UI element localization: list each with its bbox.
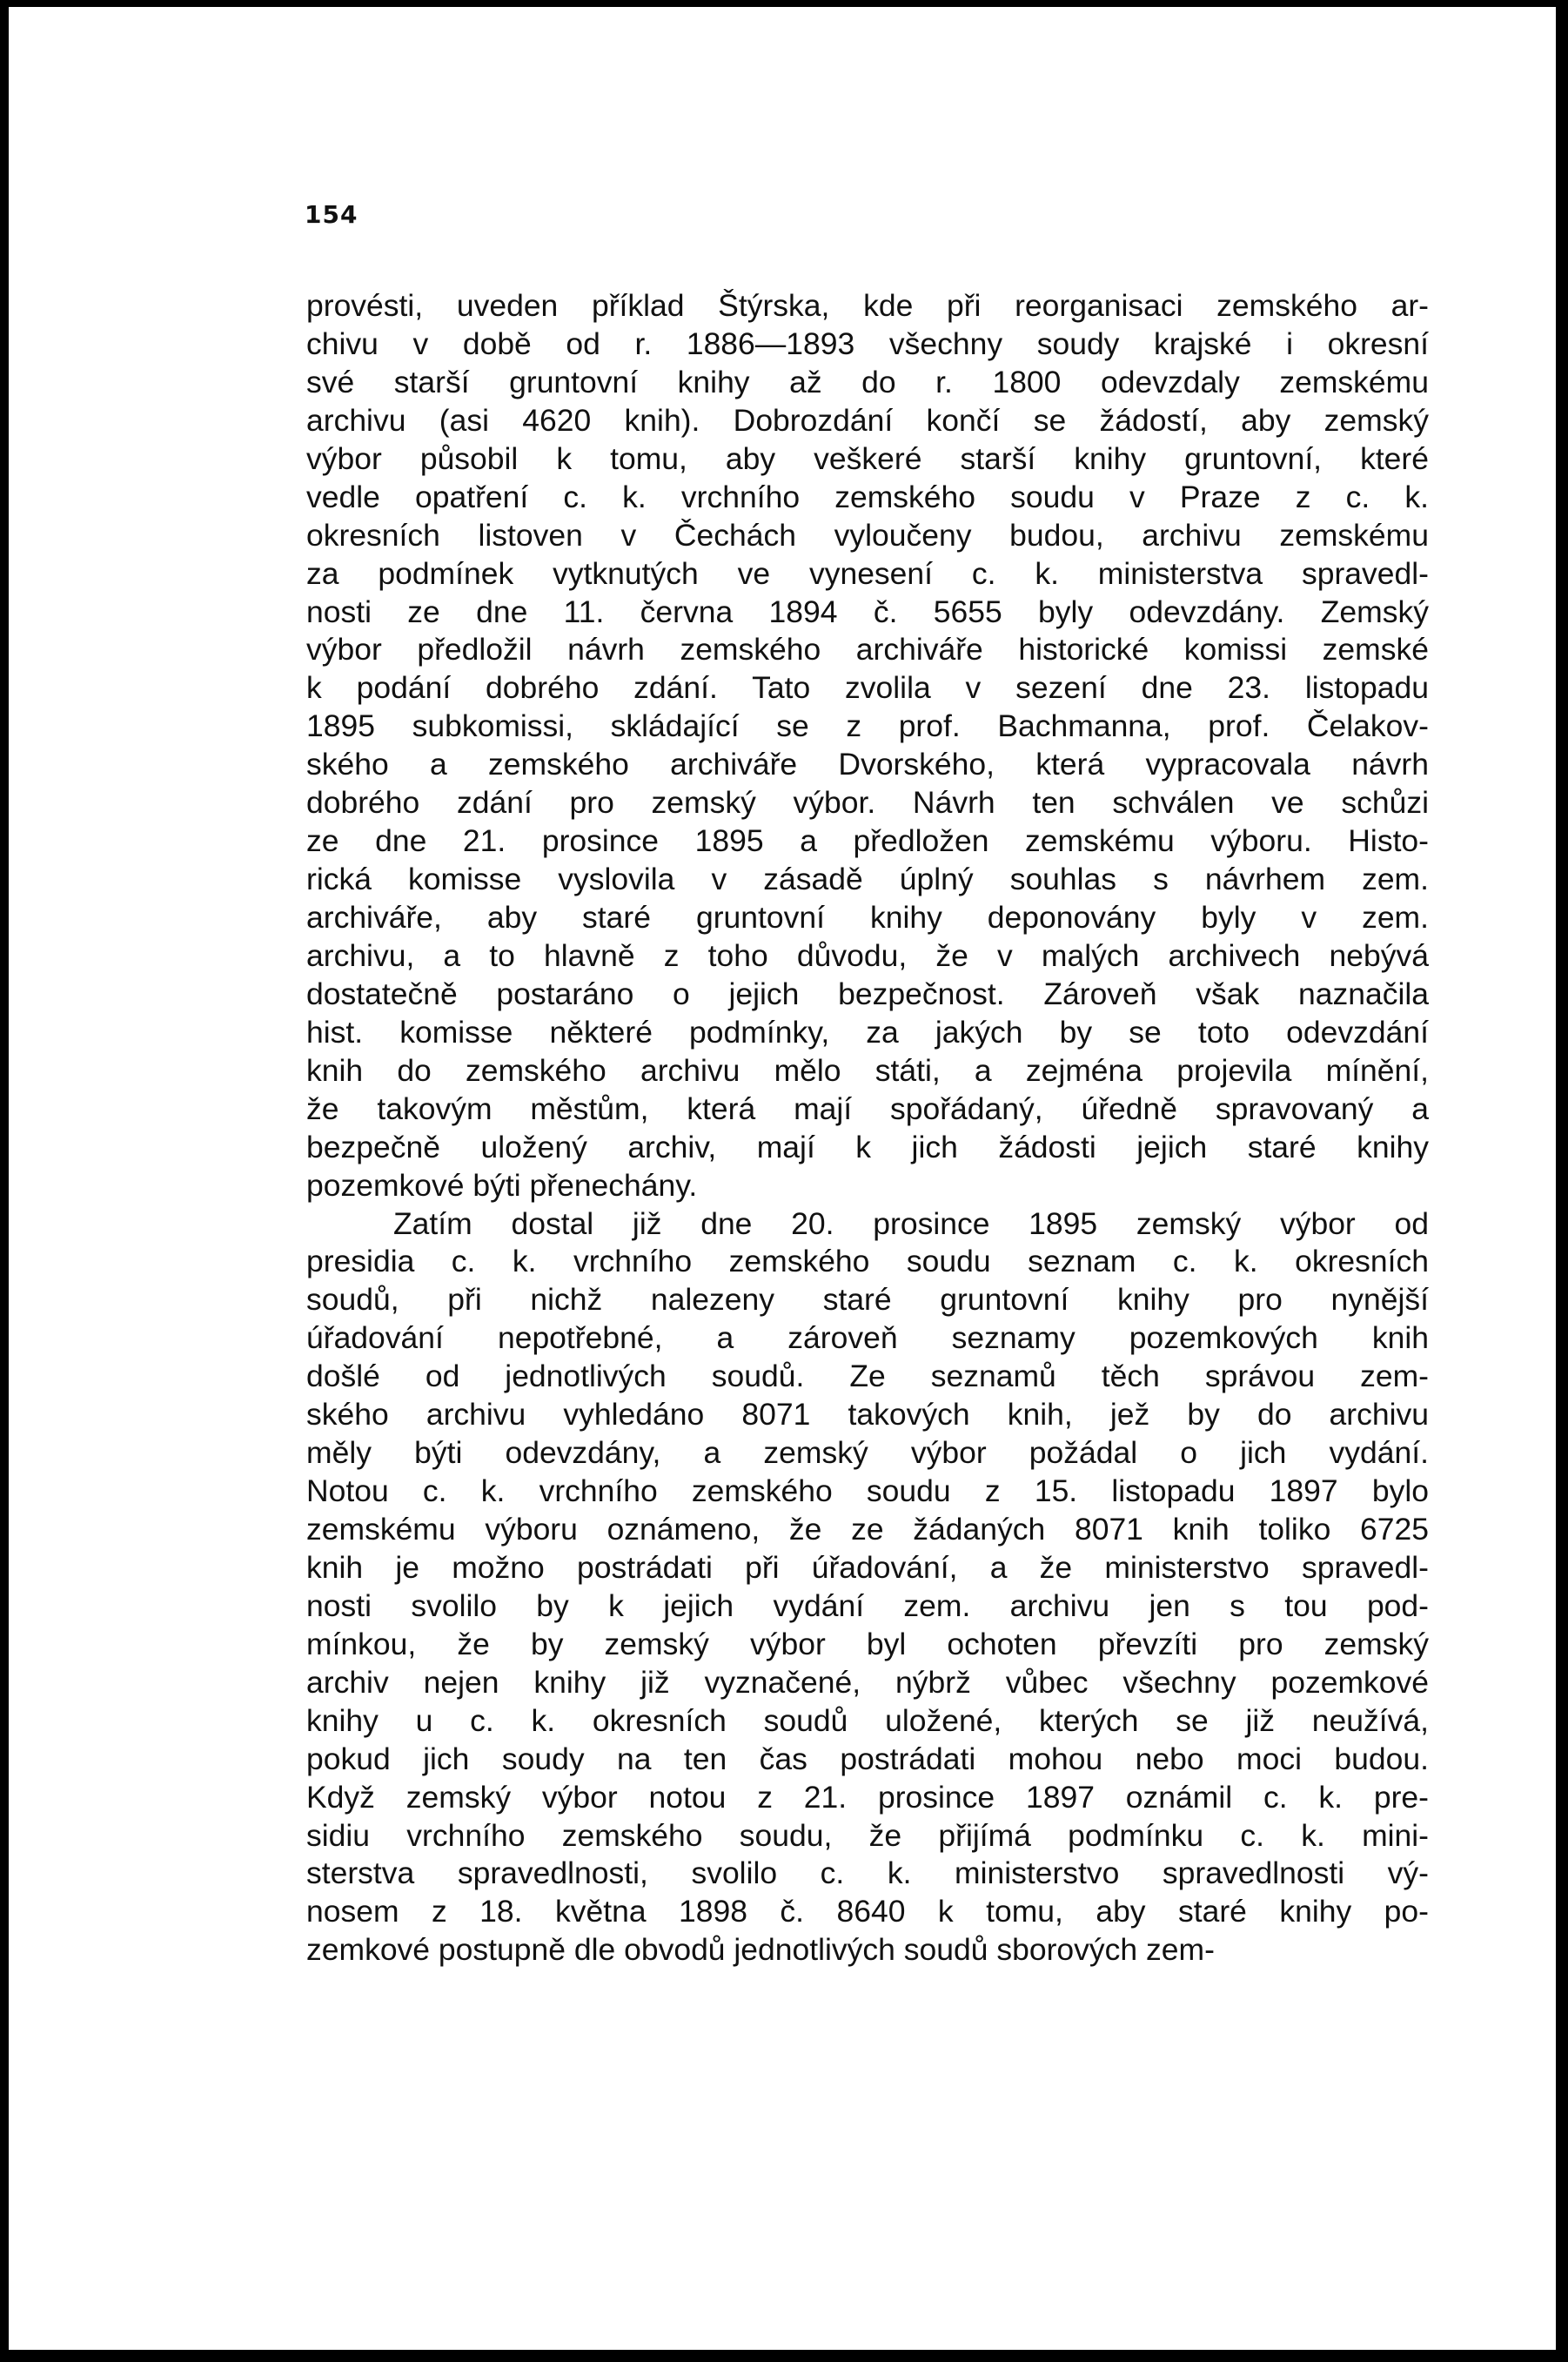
text-line: archiv nejen knihy již vyznačené, nýbrž vůbec všechny pozemkové (306, 1664, 1429, 1700)
text-line: ského archivu vyhledáno 8071 takových knih, jež by do archivu (306, 1397, 1429, 1433)
text-line: došlé od jednotlivých soudů. Ze seznamů těch správou zem- (306, 1359, 1429, 1394)
text-line: chivu v době od r. 1886—1893 všechny soudy krajské i okresní (306, 325, 1429, 361)
text-line: sterstva spravedlnosti, svolilo c. k. ministerstvo spravedlnosti vý- (306, 1855, 1429, 1891)
text-line: že takovým městům, která mají spořádaný, úředně spravovaný a (306, 1090, 1429, 1126)
text-line: své starší gruntovní knihy až do r. 1800 odevzdaly zemskému (306, 364, 1429, 399)
paragraph (306, 1205, 1429, 1970)
text-line: ze dne 21. prosince 1895 a předložen zemskému výboru. Histo- (306, 823, 1429, 859)
text-line: sidiu vrchního zemského soudu, že přijímá podmínku c. k. mini- (306, 1817, 1429, 1853)
text-line: Notou c. k. vrchního zemského soudu z 15. listopadu 1897 bylo (306, 1473, 1429, 1509)
text-line: nosti ze dne 11. června 1894 č. 5655 byly odevzdány. Zemský (306, 594, 1429, 629)
text-line: mínkou, že by zemský výbor byl ochoten převzíti pro zemský (306, 1626, 1429, 1661)
text-line: presidia c. k. vrchního zemského soudu seznam c. k. okresních (306, 1244, 1429, 1279)
text-line: archiváře, aby staré gruntovní knihy deponovány byly v zem. (306, 900, 1429, 935)
text-line: zemkové postupně dle obvodů jednotlivých soudů sborových zem- (306, 1932, 1215, 1968)
text-line: okresních listoven v Čechách vyloučeny budou, archivu zemskému (306, 517, 1429, 553)
text-line: nosem z 18. května 1898 č. 8640 k tomu, aby staré knihy po- (306, 1894, 1429, 1929)
body-text (306, 287, 1429, 1969)
text-line: Když zemský výbor notou z 21. prosince 1897 oznámil c. k. pre- (306, 1779, 1429, 1815)
text-line: 1895 subkomissi, skládající se z prof. Bachmanna, prof. Čelakov- (306, 708, 1429, 744)
text-line: k podání dobrého zdání. Tato zvolila v sezení dne 23. listopadu (306, 670, 1429, 706)
page-number: 154 (305, 200, 358, 229)
text-line: dostatečně postaráno o jejich bezpečnost. Zároveň však naznačila (306, 976, 1429, 1011)
text-line: bezpečně uložený archiv, mají k jich žádosti jejich staré knihy (306, 1129, 1429, 1164)
text-line: knih je možno postrádati při úřadování, a že ministerstvo spravedl- (306, 1549, 1429, 1585)
text-line: rická komisse vyslovila v zásadě úplný souhlas s návrhem zem. (306, 862, 1429, 897)
text-line: Zatím dostal již dne 20. prosince 1895 zemský výbor od (393, 1205, 1429, 1241)
text-line: výbor působil k tomu, aby veškeré starší knihy gruntovní, které (306, 440, 1429, 476)
text-line: za podmínek vytknutých ve vynesení c. k. ministerstva spravedl- (306, 555, 1429, 591)
text-line: měly býti odevzdány, a zemský výbor požádal o jich vydání. (306, 1435, 1429, 1471)
text-line: knih do zemského archivu mělo státi, a zejména projevila mínění, (306, 1052, 1429, 1088)
text-line: vedle opatření c. k. vrchního zemského soudu v Praze z c. k. (306, 479, 1429, 514)
text-line: knihy u c. k. okresních soudů uložené, kterých se již neužívá, (306, 1702, 1429, 1738)
text-line: provésti, uveden příklad Štýrska, kde při reorganisaci zemského ar- (306, 288, 1429, 323)
text-line: výbor předložil návrh zemského archiváře historické komissi zemské (306, 632, 1429, 668)
paragraph (306, 287, 1429, 1205)
text-line: soudů, při nichž nalezeny staré gruntovní knihy pro nynější (306, 1282, 1429, 1318)
text-line: úřadování nepotřebné, a zároveň seznamy pozemkových knih (306, 1320, 1429, 1356)
text-line: pozemkové býti přenechány. (306, 1167, 698, 1203)
text-line: hist. komisse některé podmínky, za jakých by se toto odevzdání (306, 1014, 1429, 1050)
scanned-page (9, 7, 1556, 2350)
text-line: archivu (asi 4620 knih). Dobrozdání končí se žádostí, aby zemský (306, 402, 1429, 438)
text-line: pokud jich soudy na ten čas postrádati mohou nebo moci budou. (306, 1741, 1429, 1776)
text-line: archivu, a to hlavně z toho důvodu, že v malých archivech nebývá (306, 937, 1429, 973)
text-line: dobrého zdání pro zemský výbor. Návrh ten schválen ve schůzi (306, 785, 1429, 821)
text-line: ského a zemského archiváře Dvorského, která vypracovala návrh (306, 747, 1429, 782)
text-line: nosti svolilo by k jejich vydání zem. archivu jen s tou pod- (306, 1587, 1429, 1623)
text-line: zemskému výboru oznámeno, že ze žádaných 8071 knih toliko 6725 (306, 1512, 1429, 1547)
